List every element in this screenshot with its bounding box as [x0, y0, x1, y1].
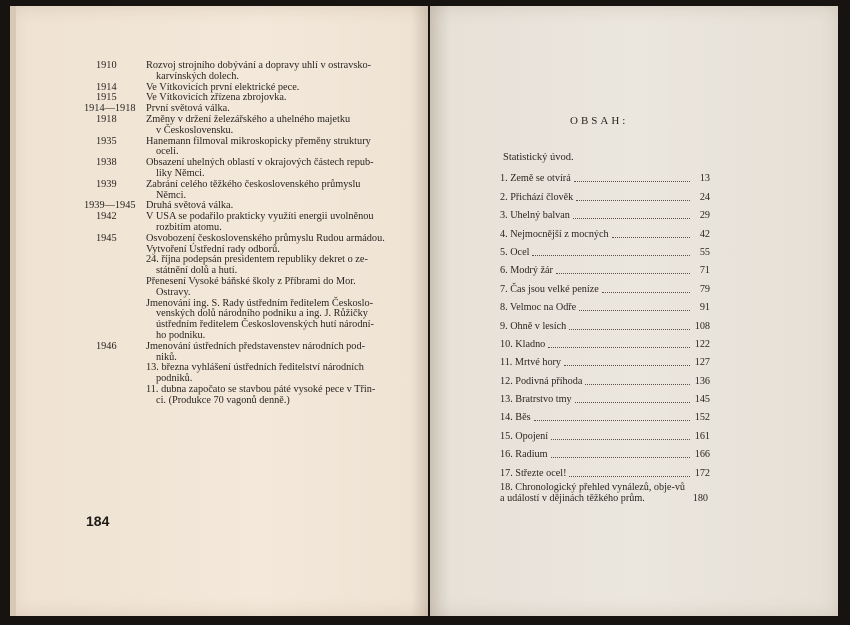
chronology-line: karvínských dolech.	[156, 70, 239, 82]
toc-entry	[500, 387, 710, 405]
toc-entry	[500, 295, 710, 313]
toc-entry-title: 7. Čas jsou velké peníze	[500, 283, 599, 295]
chronology-text	[146, 180, 414, 202]
chronology-line: První světová válka.	[146, 103, 230, 115]
chronology-line: Hanemann filmoval mikroskopicky přeměny struktury	[146, 135, 371, 147]
table-of-contents	[500, 166, 710, 508]
chronology-year: 1910	[96, 60, 117, 71]
chronology-line: Jmenování ing. S. Rady ústředním ředitelem Českoslo-	[146, 297, 374, 309]
chronology-line: niků.	[156, 351, 177, 363]
toc-leader-dots	[556, 272, 690, 274]
chronology-year: 1939	[96, 178, 117, 190]
chronology-line: Změny v držení železářského a uhelného majetku	[146, 113, 351, 125]
toc-leader-dots	[548, 346, 690, 348]
chronology-line: Rozvoj strojního dobývání a dopravy uhlí v ostravsko-	[146, 60, 372, 71]
toc-entry-page: 161	[694, 430, 710, 442]
toc-entry-title: 16. Radium	[500, 449, 548, 461]
chronology-line: ci. (Produkce 70 vagonů denně.)	[156, 394, 290, 406]
toc-entry-title: 9. Ohně v lesích	[500, 320, 567, 332]
toc-entry	[500, 166, 710, 184]
toc-entry-title: 13. Bratrstvo tmy	[500, 394, 572, 406]
toc-entry	[500, 203, 710, 221]
toc-entry	[500, 276, 710, 294]
chronology-line: Ve Vítkovicích zřízena zbrojovka.	[146, 92, 287, 104]
toc-entry	[500, 221, 710, 239]
toc-entry	[500, 368, 710, 386]
toc-entry	[500, 184, 710, 202]
toc-entry-title: 3. Uhelný balvan	[500, 210, 570, 222]
chronology-text	[146, 61, 414, 83]
chronology-line: V USA se podařilo prakticky využíti energii uvolněnou	[146, 211, 374, 223]
toc-entry-title: 15. Opojení	[500, 430, 549, 442]
toc-entry-page: 24	[699, 191, 710, 203]
toc-leader-dots	[612, 236, 690, 238]
toc-entry	[500, 258, 710, 276]
toc-entry-page: 55	[699, 246, 710, 258]
toc-entry	[500, 240, 710, 258]
toc-leader-dots	[569, 475, 690, 477]
toc-entry	[500, 479, 710, 508]
toc-entry	[500, 313, 710, 331]
toc-entry-title: 4. Nejmocnější z mocných	[500, 228, 609, 240]
chronology-entry	[84, 115, 414, 137]
toc-entry-title: 17. Střezte ocel!	[500, 467, 567, 479]
chronology-year: 1935	[96, 135, 117, 147]
toc-leader-dots	[585, 383, 690, 385]
toc-entry-title: 12. Podivná příhoda	[500, 375, 583, 387]
toc-leader-dots	[573, 217, 690, 219]
toc-entry-title: 6. Modrý žár	[500, 265, 553, 277]
chronology-entry	[84, 180, 414, 202]
chronology-entry	[84, 212, 414, 234]
chronology-entry	[84, 61, 414, 83]
chronology-entry	[84, 137, 414, 159]
toc-entry-title: 14. Běs	[500, 412, 531, 424]
chronology-entry	[84, 158, 414, 180]
page-number: 184	[86, 513, 110, 529]
toc-entry-title: 18. Chronologický přehled vynálezů, obje-vů a událostí v dějinách těžkého prům.	[500, 481, 686, 504]
toc-leader-dots	[564, 364, 690, 366]
toc-entry-page: 13	[699, 173, 710, 185]
chronology-line: rozbitím atomu.	[156, 221, 222, 233]
toc-leader-dots	[551, 456, 690, 458]
chronology-year: 1914—1918	[84, 103, 136, 115]
toc-entry	[500, 423, 710, 441]
chronology-line: venských dolů národního podniku a ing. J. Růžičky	[156, 308, 368, 320]
toc-entry-title: 11. Mrtvé hory	[500, 357, 562, 369]
toc-entry-page: 166	[694, 449, 710, 461]
chronology-line: Němci.	[156, 189, 187, 201]
toc-entry-page: 152	[694, 412, 710, 424]
toc-leader-dots	[602, 291, 690, 293]
toc-entry	[500, 405, 710, 423]
chronology-line: ústředním ředitelem Československých hutí národní-	[156, 319, 374, 331]
toc-heading: OBSAH:	[570, 115, 629, 127]
chronology-line: Obsazení uhelných oblastí v okrajových částech repub-	[146, 157, 374, 169]
chronology-text	[146, 342, 414, 407]
toc-entry-page: 91	[699, 302, 710, 314]
toc-leader-dots	[569, 328, 690, 330]
chronology-line: v Československu.	[156, 124, 234, 136]
chronology-line: podniků.	[156, 373, 193, 385]
toc-leader-dots	[532, 254, 690, 256]
toc-leader-dots	[576, 199, 690, 201]
chronology-year: 1939—1945	[84, 200, 136, 212]
toc-entry-title: 1. Země se otvírá	[500, 173, 571, 185]
chronology-entry	[84, 234, 414, 342]
chronology-line: 13. března vyhlášení ústředních ředitelství národních	[146, 362, 364, 374]
toc-entry-page: 136	[694, 375, 710, 387]
toc-entry-title: 5. Ocel	[500, 246, 530, 258]
chronology-year: 1915	[96, 92, 117, 104]
toc-leader-dots	[575, 401, 690, 403]
toc-entry-page: 42	[699, 228, 710, 240]
chronology-line: liky Němci.	[156, 167, 205, 179]
toc-leader-dots	[551, 438, 690, 440]
toc-entry-page: 145	[694, 394, 710, 406]
chronology-line: 24. října podepsán presidentem republiky dekret o ze-	[146, 254, 368, 266]
chronology-list	[84, 61, 414, 407]
chronology-line: Zabrání celého těžkého československého průmyslu	[146, 178, 361, 190]
chronology-line: Osvobození československého průmyslu Rudou armádou.	[146, 232, 385, 244]
toc-entry-page: 79	[699, 283, 710, 295]
toc-entry-page: 180	[692, 492, 708, 504]
toc-entry-page: 127	[694, 357, 710, 369]
toc-entry-page: 108	[694, 320, 710, 332]
chronology-line: Jmenování ústředních představenstev národních pod-	[146, 340, 366, 352]
toc-entry-title: 8. Velmoc na Odře	[500, 302, 577, 314]
chronology-line: Ostravy.	[156, 286, 191, 298]
chronology-year: 1914	[96, 81, 117, 93]
chronology-text	[146, 115, 414, 137]
toc-entry-title: 2. Přichází člověk	[500, 191, 574, 203]
chronology-line: státnění dolů a hutí.	[156, 265, 238, 277]
toc-entry-title: 10. Kladno	[500, 338, 546, 350]
toc-entry	[500, 442, 710, 460]
chronology-line: oceli.	[156, 146, 179, 158]
chronology-line: ho podniku.	[156, 329, 206, 341]
chronology-text	[146, 158, 414, 180]
toc-entry-page: 29	[699, 210, 710, 222]
toc-leader-dots	[534, 419, 690, 421]
chronology-year: 1918	[96, 113, 117, 125]
toc-entry	[500, 350, 710, 368]
toc-entry-page: 122	[694, 338, 710, 350]
toc-entry-page: 71	[699, 265, 710, 277]
toc-entry-page: 172	[694, 467, 710, 479]
toc-leader-dots	[579, 309, 690, 311]
toc-leader-dots	[574, 180, 690, 182]
chronology-line: Ve Vítkovicích první elektrické pece.	[146, 81, 300, 93]
chronology-line: Druhá světová válka.	[146, 200, 234, 212]
chronology-text	[146, 212, 414, 234]
chronology-line: 11. dubna započato se stavbou páté vysoké pece v Třin-	[146, 383, 376, 395]
chronology-year: 1942	[96, 211, 117, 223]
chronology-line: Přenesení Vysoké báňské školy z Příbrami do Mor.	[146, 275, 356, 287]
chronology-text	[146, 234, 414, 342]
chronology-year: 1946	[96, 340, 117, 352]
toc-intro: Statistický úvod.	[503, 152, 574, 163]
page-edge	[10, 6, 16, 616]
chronology-line: Vytvoření Ústřední rady odborů.	[146, 243, 280, 255]
chronology-year: 1938	[96, 157, 117, 169]
toc-entry	[500, 332, 710, 350]
chronology-entry	[84, 342, 414, 407]
chronology-year: 1945	[96, 232, 117, 244]
toc-entry	[500, 460, 710, 478]
chronology-text	[146, 137, 414, 159]
